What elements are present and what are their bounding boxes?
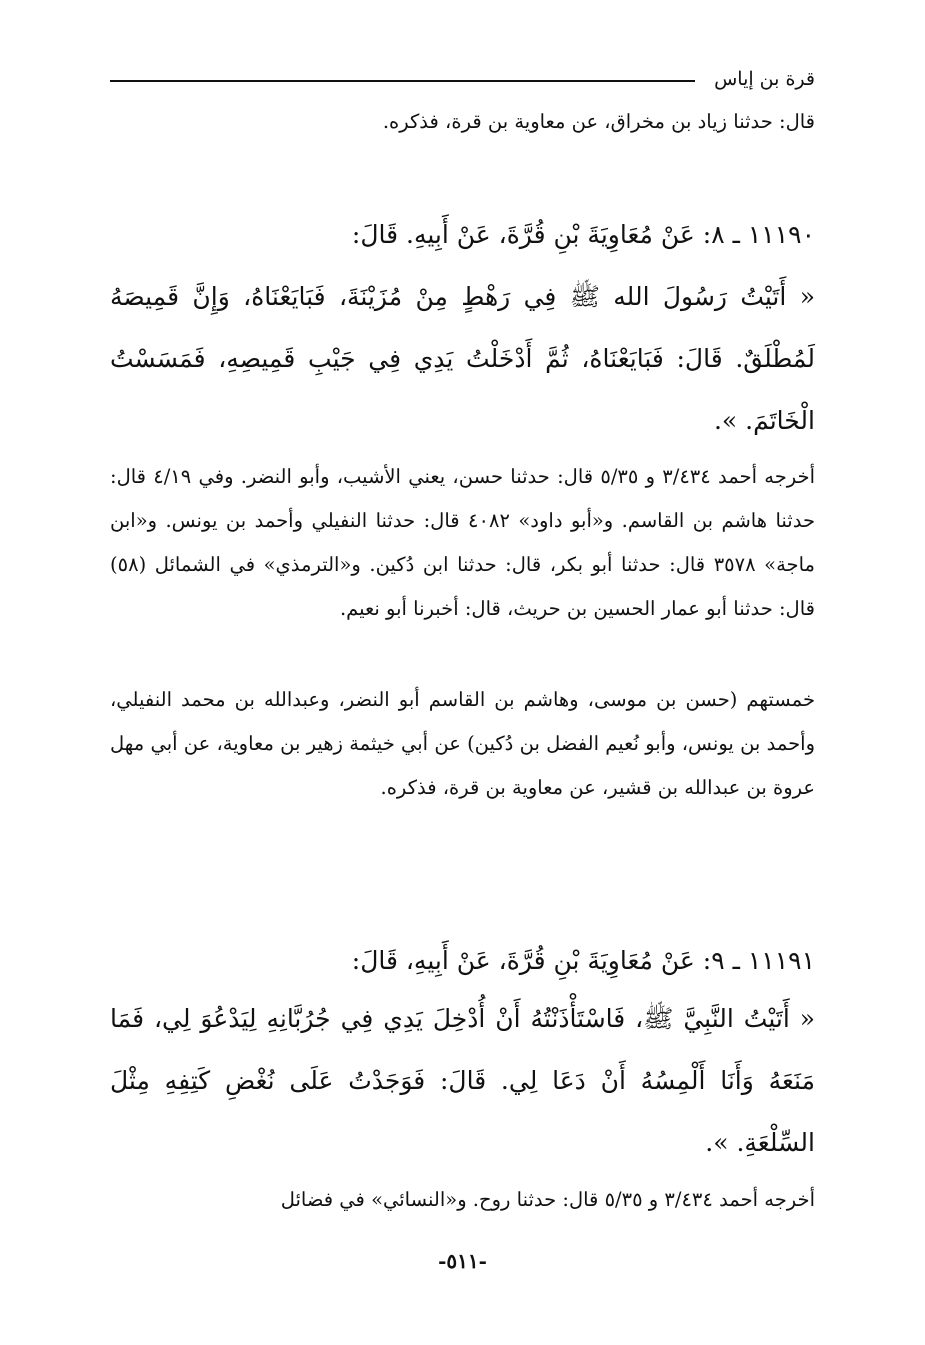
hadith-1191-matn: « أَتَيْتُ النَّبِيَّ ﷺ، فَاسْتَأْذَنْتُهُ أَنْ أُدْخِلَ يَدِي فِي جُرُبَّانِهِ لِيَدْعُوَ لِي، فَمَا مَنَعَهُ وَأَنَا أَلْمِسُهُ أَنْ دَعَا لِي. قَالَ: فَوَجَدْتُ عَلَى نُغْضِ كَتِفِهِ مِثْلَ السِّلْعَةِ. ». xyxy=(110,1004,815,1157)
hadith-1190-heading xyxy=(110,210,815,260)
hadith-1190-takhrij xyxy=(110,455,815,631)
hadith-1190-takhrij-text: أخرجه أحمد ٣/٤٣٤ و ٥/٣٥ قال: حدثنا حسن، يعني الأشيب، وأبو النضر. وفي ٤/١٩ قال: حدثنا هاشم بن القاسم. و«أبو داود» ٤٠٨٢ قال: حدثنا النفيلي وأحمد بن يونس. و«ابن ماجة» ٣٥٧٨ قال: حدثنا أبو بكر، قال: حدثنا ابن دُكين. و«الترمذي» في الشمائل (٥٨) قال: حدثنا أبو عمار الحسين بن حريث، قال: أخبرنا أبو نعيم. xyxy=(110,465,816,620)
hadith-1190-chain-text: خمستهم (حسن بن موسى، وهاشم بن القاسم أبو النضر، وعبدالله بن محمد النفيلي، وأحمد بن يونس، وأبو نُعيم الفضل بن دُكين) عن أبي خيثمة زهير بن معاوية، عن أبي مهل عروة بن عبدالله بن قشير، عن معاوية بن قرة، فذكره. xyxy=(110,688,815,799)
running-title: قرة بن إياس xyxy=(714,68,815,90)
hadith-1191-text xyxy=(110,988,815,1174)
running-header xyxy=(110,66,815,96)
hadith-1190-text xyxy=(110,266,815,452)
header-rule xyxy=(110,80,695,82)
page-number: -٥١١- xyxy=(438,1249,487,1273)
carryover-note-text: قال: حدثنا زياد بن مخراق، عن معاوية بن قرة، فذكره. xyxy=(382,110,815,133)
hadith-1191-heading-text: ١١١٩١ ـ ٩: عَنْ مُعَاوِيَةَ بْنِ قُرَّةَ، عَنْ أَبِيهِ، قَالَ: xyxy=(351,946,815,975)
hadith-1191-takhrij-text: أخرجه أحمد ٣/٤٣٤ و ٥/٣٥ قال: حدثنا روح. و«النسائي» في فضائل xyxy=(280,1188,815,1211)
hadith-1191-takhrij xyxy=(110,1178,815,1222)
hadith-1190-chain xyxy=(110,678,815,810)
hadith-1191-heading xyxy=(110,936,815,986)
carryover-note xyxy=(110,100,815,144)
hadith-1190-matn: « أَتَيْتُ رَسُولَ الله ﷺ فِي رَهْطٍ مِنْ مُزَيْنَةَ، فَبَايَعْنَاهُ، وَإِنَّ قَمِيصَهُ لَمُطْلَقٌ. قَالَ: فَبَايَعْنَاهُ، ثُمَّ أَدْخَلْتُ يَدِي فِي جَيْبِ قَمِيصِهِ، فَمَسَسْتُ الْخَاتَمَ. ». xyxy=(110,282,815,435)
hadith-1190-heading-text: ١١١٩٠ ـ ٨: عَنْ مُعَاوِيَةَ بْنِ قُرَّةَ، عَنْ أَبِيهِ. قَالَ: xyxy=(351,220,815,249)
